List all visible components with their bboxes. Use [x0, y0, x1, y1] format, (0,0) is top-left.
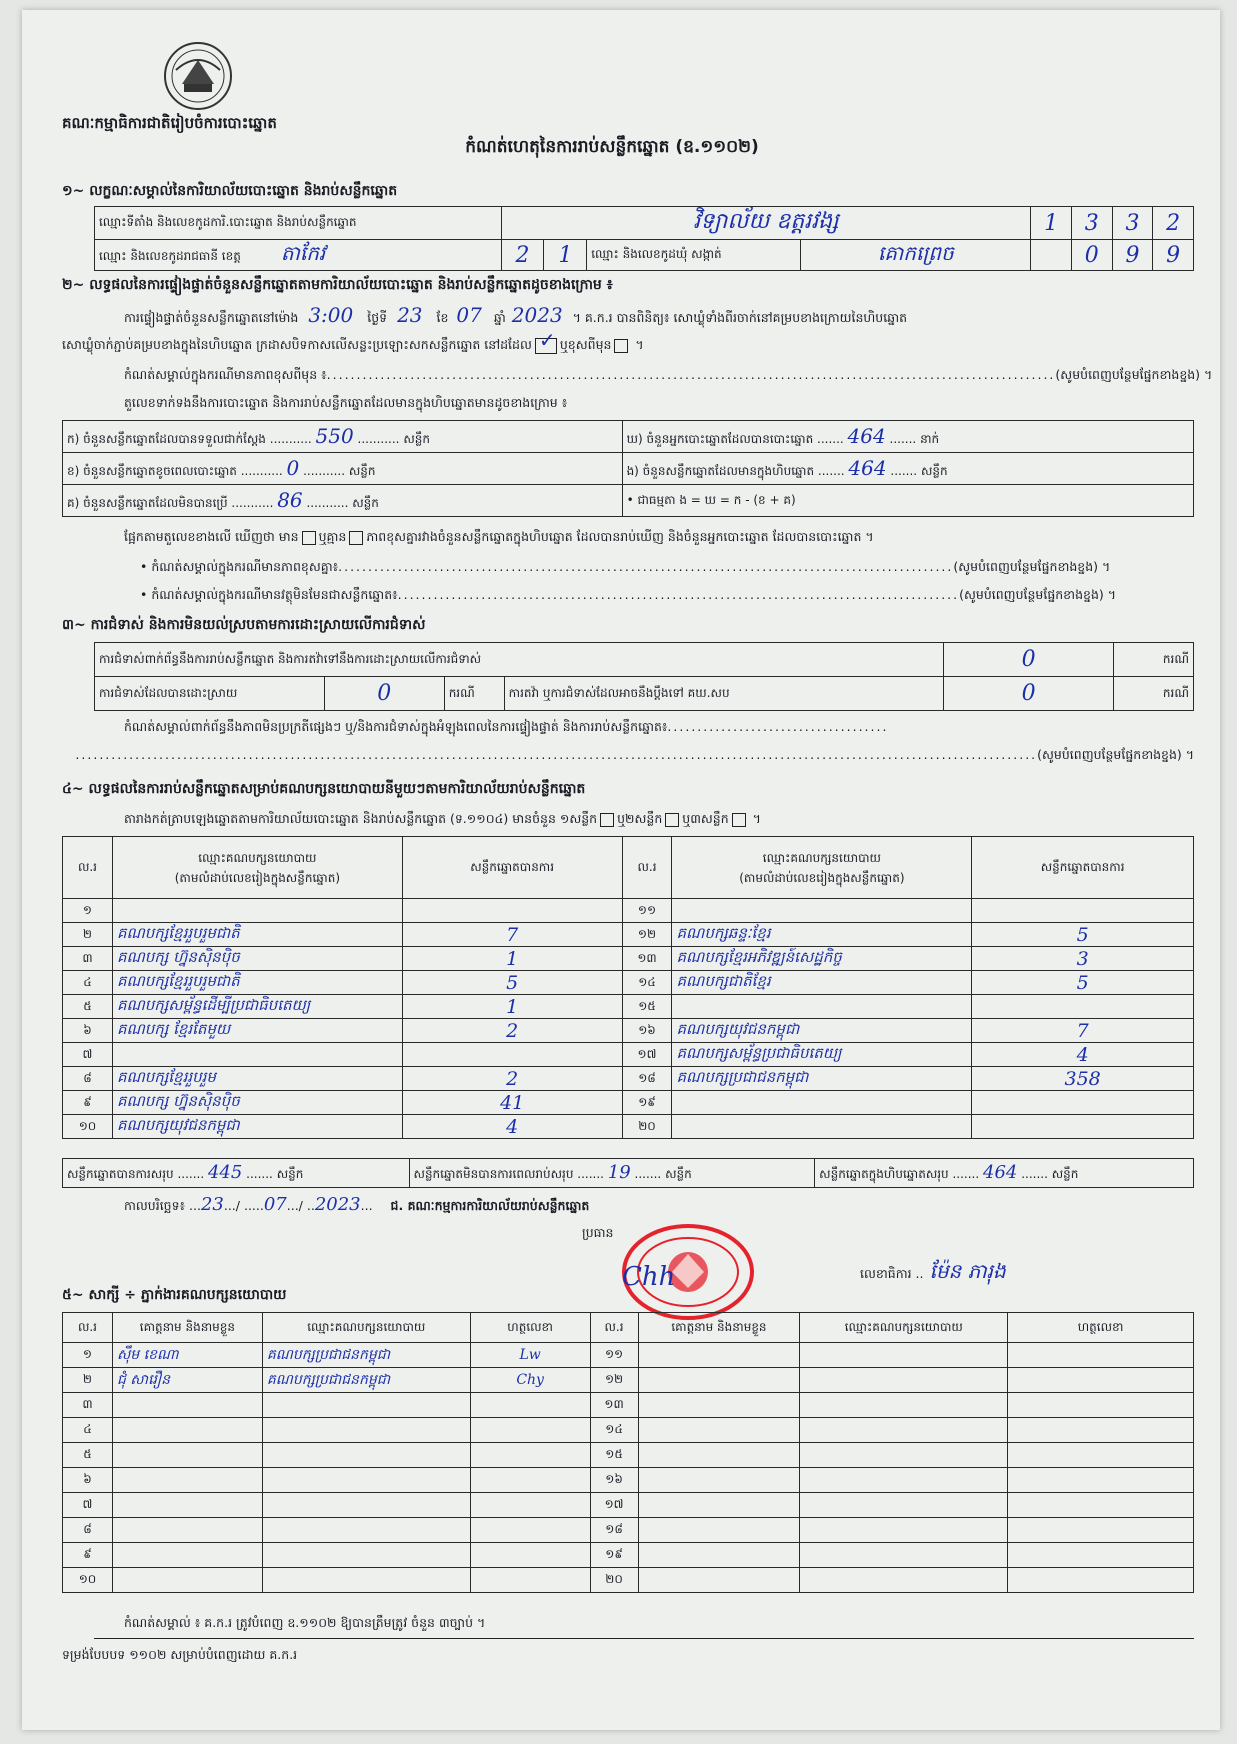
row-number: ៩ [63, 1091, 113, 1115]
row-number: ៦ [63, 1468, 113, 1493]
witness-party: គណបក្សប្រជាជនកម្ពុជា [262, 1368, 470, 1393]
witness-party [262, 1418, 470, 1443]
witness-name [638, 1368, 800, 1393]
party-name: គណបក្សប្រជាជនកម្ពុជា [672, 1067, 972, 1091]
table-row [63, 1343, 1194, 1368]
row-number: ៧ [63, 1043, 113, 1067]
witness-name [112, 1493, 262, 1518]
row-number: ១៦ [622, 1019, 672, 1043]
vote-count: 3 [972, 947, 1194, 971]
witness-name [112, 1468, 262, 1493]
footer-note: កំណត់សម្គាល់ ៖ គ.ក.រ ត្រូវបំពេញ ឧ.១១០២ ឱ្យបានត្រឹមត្រូវ ចំនួន ៣ច្បាប់ ។ [124, 1615, 486, 1630]
witness-party [800, 1543, 1008, 1568]
witness-party [262, 1493, 470, 1518]
vote-count: 358 [972, 1067, 1194, 1091]
s2-figures-intro: តួលេខទាក់ទងនឹងការបោះឆ្នោត និងការរាប់សន្លឹកឆ្នោតដែលមានក្នុងហិបឆ្នោតមានដូចខាងក្រោម ៖ [124, 395, 568, 410]
witness-signature [470, 1568, 590, 1593]
s1-heading: ១~ លក្ខណៈសម្គាល់នៃការិយាល័យបោះឆ្នោត និងរាប់សន្លឹកឆ្នោត [62, 183, 398, 199]
witness-signature [470, 1418, 590, 1443]
witness-signature [1008, 1468, 1194, 1493]
row-number: ២ [63, 923, 113, 947]
footer-form-id: ទម្រង់បែបបទ ១១០២ សម្រាប់បំពេញដោយ គ.ក.រ [62, 1647, 298, 1662]
vote-count [972, 1115, 1194, 1139]
vote-count: 2 [402, 1019, 622, 1043]
table-row [63, 1518, 1194, 1543]
vote-count: 7 [402, 923, 622, 947]
s1-site-code-digit: 1 [1031, 207, 1072, 240]
row-number: ១៥ [622, 995, 672, 1019]
box-total-value: 464 [983, 1162, 1018, 1183]
witness-party [800, 1393, 1008, 1418]
party-name: គណបក្សសម្ព័ន្ធប្រជាធិបតេយ្យ [672, 1043, 972, 1067]
table-row [63, 1393, 1194, 1418]
row-number: ២ [63, 1368, 113, 1393]
s2-seal-line: សោឃ្លុំចាក់ភ្ជាប់គម្របខាងក្នុងនៃហិបឆ្នោត ក្រដាសបិទកាសលើសន្លះប្រឡោះសកសន្លឹកឆ្នោត នៅដដែល✓ ឬខុសពីមុន ។ [62, 336, 644, 354]
s3-note: កំណត់សម្គាល់ពាក់ព័ន្ធនឹងភាពមិនប្រក្រតីផ្សេងៗ ឬ/និងការជំទាស់ក្នុងអំឡុងពេលនៃការផ្ទៀងផ្ទាត់ និងការរាប់សន្លឹកឆ្នោត៖..................................... [124, 719, 889, 734]
spoiled-ballots-value: 0 [286, 456, 300, 480]
s3-table: ការជំទាស់ពាក់ព័ន្ធនឹងការរាប់សន្លឹកឆ្នោត និងការតវ៉ាទៅនឹងការដោះស្រាយលើការជំទាស់ 0 ករណី ការជំទាស់ដែលបានដោះស្រាយ 0 ករណី ការតវ៉ា ឬការជំទាស់ដែលអាចនឹងប្ដឹងទៅ គឃ.សប 0 ករណី [94, 642, 1194, 711]
s3-appeal-value: 0 [944, 677, 1114, 711]
s3-resolved-label: ការជំទាស់ដែលបានដោះស្រាយ [95, 677, 325, 711]
witness-signature [1008, 1443, 1194, 1468]
party-name: គណបក្ស ខ្មែរតែមួយ [112, 1019, 402, 1043]
vote-count: 41 [402, 1091, 622, 1115]
party-name [672, 995, 972, 1019]
vote-count: 2 [402, 1067, 622, 1091]
witness-name [638, 1493, 800, 1518]
secretary-line: លេខាធិការ .. ម៉ែន ភារុង [860, 1259, 1006, 1283]
vote-count: 5 [972, 923, 1194, 947]
row-number: ១៣ [622, 947, 672, 971]
org-name: គណៈកម្មាធិការជាតិរៀបចំការបោះឆ្នោត [62, 114, 277, 132]
witness-signature [470, 1393, 590, 1418]
witness-signature: Lw [470, 1343, 590, 1368]
party-name [672, 1091, 972, 1115]
table-row [63, 1067, 1194, 1091]
vote-count: 5 [402, 971, 622, 995]
s2-check-line: ការផ្ទៀងផ្ទាត់ចំនួនសន្លឹកឆ្នោតនៅម៉ោង 3:00 ថ្ងៃទី 23 ខែ 07 ឆ្នាំ 2023 ។ គ.ក.រ បានពិនិត្យ៖ សោឃ្លុំទាំងពីរចាក់នៅគម្របខាងក្រោយនៃហិបឆ្នោត [124, 303, 908, 327]
party-name [112, 1043, 402, 1067]
witness-signature [470, 1518, 590, 1543]
s1-province-code-digit: 2 [501, 240, 544, 271]
s3-row1-label: ការជំទាស់ពាក់ព័ន្ធនឹងការរាប់សន្លឹកឆ្នោត និងការតវ៉ាទៅនឹងការដោះស្រាយលើការជំទាស់ [95, 643, 944, 677]
witness-party [262, 1543, 470, 1568]
witness-name [638, 1518, 800, 1543]
s2-time: 3:00 [308, 303, 354, 327]
witness-party [262, 1443, 470, 1468]
table-row [63, 1493, 1194, 1518]
s1-commune-value: គោកព្រេច [877, 241, 954, 265]
party-name: គណបក្សជាតិខ្មែរ [672, 971, 972, 995]
witness-signature [1008, 1518, 1194, 1543]
table-row [63, 1091, 1194, 1115]
row-number: ១ [63, 899, 113, 923]
witness-signature [1008, 1493, 1194, 1518]
one-sheet-checkbox[interactable] [600, 813, 614, 827]
witness-party [262, 1568, 470, 1593]
table-row [63, 1019, 1194, 1043]
party-votes-table: ល.រ ឈ្មោះគណបក្សនយោបាយ (តាមលំដាប់លេខរៀងក្នុងសន្លឹកឆ្នោត) សន្លឹកឆ្នោតបានការ ល.រ ឈ្មោះគណបក្សនយោបាយ (តាមលំដាប់លេខរៀងក្នុងសន្លឹកឆ្នោត) សន្លឹកឆ្នោតបានការ ១ ១១ ២ គណបក្សខ្មែររួបរួមជាតិ 7 ១២ គណបក្សឆន្ទៈខ្មែរ 5 ៣ គណបក្ស ហ្វ៊ុនស៊ិនប៉ិច 1 ១៣ គណបក្សខ្មែរអភិវឌ្ឍន៍សេដ្ឋកិច្ច 3 ៤ គណបក្សខ្មែររួបរួមជាតិ 5 ១៤ គណបក្សជាតិខ្មែរ 5 ៥ គណបក្សសម្ព័ន្ធដើម្បីប្រជាធិបតេយ្យ 1 ១៥ ៦ គណបក្ស ខ្មែរតែមួយ 2 ១៦ គណបក្សយុវជនកម្ពុជា 7 ៧ ១៧ គណបក្សសម្ព័ន្ធប្រជាធិបតេយ្យ 4 ៨ គណបក្សខ្មែររួបរួម 2 ១៨ គណបក្សប្រជាជនកម្ពុជា 358 ៩ គណបក្ស ហ្វ៊ុនស៊ិនប៉ិច 41 ១៩ ១០ គណបក្សយុវជនកម្ពុជា 4 ២០ [62, 836, 1194, 1139]
witness-name [638, 1393, 800, 1418]
row-number: ១៨ [590, 1518, 638, 1543]
row-number: ៨ [63, 1518, 113, 1543]
s5-heading: ៥~ សាក្សី ÷ ភ្នាក់ងារគណបក្សនយោបាយ [62, 1287, 287, 1303]
row-number: ១៧ [590, 1493, 638, 1518]
s1-site-code-digit: 3 [1071, 207, 1112, 240]
witness-name [638, 1443, 800, 1468]
s2-heading: ២~ លទ្ធផលនៃការផ្ទៀងផ្ទាត់ចំនួនសន្លឹកឆ្នោតតាមការិយាល័យបោះឆ្នោត និងរាប់សន្លឹកឆ្នោតដូចខាងក្រោម ៖ [62, 277, 613, 293]
vote-count [972, 1091, 1194, 1115]
witness-signature [1008, 1568, 1194, 1593]
s1-province-label: ឈ្មោះ និងលេខកូដរាជធានី ខេត្ត [99, 249, 241, 263]
s3-hint: .................................................................................................................................................................(សូមបំពេញបន្ថែមផ្នែកខាងខ្នង) ។ [75, 747, 1194, 762]
no-diff-checkbox[interactable] [349, 531, 363, 545]
s2-note-line: កំណត់សម្គាល់ក្នុងករណីមានភាពខុសពីមុន ៖..........................................................................................................................(សូមបំពេញបន្ថែមផ្នែកខាងខ្នង) ។ [124, 367, 1213, 382]
s2-year: 2023 [511, 303, 563, 327]
s1-site-code-digit: 3 [1112, 207, 1153, 240]
vote-count: 7 [972, 1019, 1194, 1043]
row-number: ១៤ [622, 971, 672, 995]
row-number: ៣ [63, 1393, 113, 1418]
vote-count: 1 [402, 995, 622, 1019]
witness-signature [470, 1493, 590, 1518]
row-number: ១៩ [590, 1543, 638, 1568]
s1-table [94, 206, 1194, 271]
witness-name [638, 1543, 800, 1568]
row-number: ៩ [63, 1543, 113, 1568]
row-number: ៧ [63, 1493, 113, 1518]
s2-diff-line: ផ្អែកតាមតួលេខខាងលើ ឃើញថា មាន ឬគ្មាន ភាពខុសគ្នារវាងចំនួនសន្លឹកឆ្នោតក្នុងហិបឆ្នោត ដែលបានរាប់ឃើញ និងចំនួនអ្នកបោះឆ្នោត ដែលបានបោះឆ្នោត ។ [124, 529, 874, 544]
s1-province-value: តាកែវ [280, 241, 326, 265]
row-number: ១០ [63, 1568, 113, 1593]
party-name [672, 899, 972, 923]
witness-signature [470, 1543, 590, 1568]
witness-table: ល.រ គោត្តនាម និងនាមខ្លួន ឈ្មោះគណបក្សនយោបាយ ហត្ថលេខា ល.រ គោត្តនាម និងនាមខ្លួន ឈ្មោះគណបក្សនយោបាយ ហត្ថលេខា ១ ស៊ឹម ខេណា គណបក្សប្រជាជនកម្ពុជា Lw ១១ ២ ជុំ សារឿន គណបក្សប្រជាជនកម្ពុជា Chy ១២ ៣ ១៣ ៤ ១៤ ៥ ១៥ ៦ ១៦ ៧ ១៧ ៨ ១៨ ៩ ១៩ ១០ ២០ [62, 1312, 1194, 1593]
footer-divider [94, 1638, 1194, 1639]
nec-emblem-icon [162, 40, 234, 112]
row-number: ១ [63, 1343, 113, 1368]
s1-commune-code-digit: 9 [1112, 240, 1153, 271]
table-row [63, 899, 1194, 923]
party-name: គណបក្សសម្ព័ន្ធដើម្បីប្រជាធិបតេយ្យ [112, 995, 402, 1019]
witness-signature: Chy [470, 1368, 590, 1393]
witness-signature [1008, 1543, 1194, 1568]
witness-signature [1008, 1393, 1194, 1418]
vote-count: 1 [402, 947, 622, 971]
s4-heading: ៤~ លទ្ធផលនៃការរាប់សន្លឹកឆ្នោតសម្រាប់គណបក្សនយោបាយនីមួយៗតាមការិយាល័យរាប់សន្លឹកឆ្នោត [62, 781, 586, 797]
row-number: ១០ [63, 1115, 113, 1139]
table-row [63, 923, 1194, 947]
party-name: គណបក្ស ហ្វ៊ុនស៊ិនប៉ិច [112, 1091, 402, 1115]
witness-name [112, 1568, 262, 1593]
row-number: ១៨ [622, 1067, 672, 1091]
witness-party [800, 1568, 1008, 1593]
s2-figures-table: ក) ចំនួនសន្លឹកឆ្នោតដែលបានទទួលជាក់ស្ដែង ........... 550 ........... សន្លឹក ឃ) ចំនួនអ្នកបោះឆ្នោតដែលបានបោះឆ្នោត ....... 464 ....... នាក់ ខ) ចំនួនសន្លឹកឆ្នោតខូចពេលបោះឆ្នោត ........... 0 ........... សន្លឹក ង) ចំនួនសន្លឹកឆ្នោតដែលមានក្នុងហិបឆ្នោត ....... 464 ....... សន្លឹក គ) ចំនួនសន្លឹកឆ្នោតដែលមិនបានប្រើ ........... 86 ........... សន្លឹក • ជាធម្មតា ង = ឃ = ក - (ខ + គ) [62, 420, 1194, 517]
vote-count [402, 899, 622, 923]
witness-name [638, 1468, 800, 1493]
witness-party [262, 1393, 470, 1418]
s1-commune-label: ឈ្មោះ និងលេខកូដឃុំ សង្កាត់ [587, 240, 801, 271]
row-number: ៥ [63, 995, 113, 1019]
party-name: គណបក្សខ្មែរអភិវឌ្ឍន៍សេដ្ឋកិច្ច [672, 947, 972, 971]
row-number: ១១ [590, 1343, 638, 1368]
voters-value: 464 [847, 424, 886, 448]
secretary-signature: ម៉ែន ភារុង [929, 1259, 1006, 1283]
s3-row1-value: 0 [944, 643, 1114, 677]
vote-count [402, 1043, 622, 1067]
witness-party [800, 1468, 1008, 1493]
witness-name [638, 1568, 800, 1593]
party-name: គណបក្សខ្មែររួបរួមជាតិ [112, 971, 402, 995]
row-number: ១៦ [590, 1468, 638, 1493]
row-number: ៣ [63, 947, 113, 971]
party-name: គណបក្សយុវជនកម្ពុជា [112, 1115, 402, 1139]
table-row [63, 1418, 1194, 1443]
table-row [63, 947, 1194, 971]
party-name: គណបក្សឆន្ទៈខ្មែរ [672, 923, 972, 947]
different-checkbox[interactable] [614, 339, 628, 353]
witness-name [112, 1418, 262, 1443]
row-number: ៥ [63, 1443, 113, 1468]
table-row [63, 1543, 1194, 1568]
row-number: ៨ [63, 1067, 113, 1091]
row-number: ១២ [590, 1368, 638, 1393]
table-row [63, 1443, 1194, 1468]
witness-party [262, 1468, 470, 1493]
chair-label: ប្រធាន [582, 1225, 614, 1240]
vote-totals-row: សន្លឹកឆ្នោតបានការសរុប ....... 445 ....... សន្លឹក សន្លឹកឆ្នោតមិនបានការពេលរាប់សរុប ....... 19 ....... សន្លឹក សន្លឹកឆ្នោតក្នុងហិបឆ្នោតសរុប ....... 464 ....... សន្លឹក [62, 1158, 1194, 1188]
witness-party [800, 1418, 1008, 1443]
s1-province-code-digit: 1 [544, 240, 587, 271]
unused-ballots-value: 86 [277, 488, 303, 512]
witness-name [638, 1343, 800, 1368]
vote-count: 4 [972, 1043, 1194, 1067]
witness-signature [1008, 1418, 1194, 1443]
s4-date-line: កាលបរិច្ឆេទ៖ ...23.../ .....07.../ ..2023... ជ. គណៈកម្មការការិយាល័យរាប់សន្លឹកឆ្នោត [124, 1194, 590, 1215]
party-name: គណបក្សខ្មែររួបរួម [112, 1067, 402, 1091]
vote-count [972, 995, 1194, 1019]
witness-name [112, 1393, 262, 1418]
has-diff-checkbox[interactable] [302, 531, 316, 545]
witness-name [112, 1443, 262, 1468]
form-title: កំណត់ហេតុនៃការរាប់សន្លឹកឆ្នោត (ឧ.១១០២) [465, 137, 759, 157]
table-row [63, 995, 1194, 1019]
witness-party [800, 1443, 1008, 1468]
vote-count [972, 899, 1194, 923]
s1-commune-code-digit: 9 [1153, 240, 1194, 271]
received-ballots-value: 550 [315, 424, 354, 448]
s1-commune-code-digit: 0 [1071, 240, 1112, 271]
s2-day: 23 [397, 303, 423, 327]
witness-party [262, 1518, 470, 1543]
formula-note: • ជាធម្មតា ង = ឃ = ក - (ខ + គ) [626, 492, 796, 507]
s2-bullet1: • កំណត់សម្គាល់ក្នុងករណីមានភាពខុសគ្នា៖.......................................................................................................(សូមបំពេញបន្ថែមផ្នែកខាងខ្នង) ។ [140, 559, 1111, 574]
same-checkbox[interactable] [535, 338, 557, 354]
witness-party [800, 1368, 1008, 1393]
s1-site-label: ឈ្មោះទីតាំង និងលេខកូដការិ.បោះឆ្នោត និងរាប់សន្លឹកឆ្នោត [95, 207, 502, 240]
table-row [63, 1115, 1194, 1139]
party-name [112, 899, 402, 923]
row-number: ២០ [590, 1568, 638, 1593]
row-number: ១២ [622, 923, 672, 947]
table-row [63, 1368, 1194, 1393]
witness-name [112, 1543, 262, 1568]
ballots-in-box-value: 464 [848, 456, 887, 480]
row-number: ២០ [622, 1115, 672, 1139]
party-name: គណបក្ស ហ្វ៊ុនស៊ិនប៉ិច [112, 947, 402, 971]
witness-party: គណបក្សប្រជាជនកម្ពុជា [262, 1343, 470, 1368]
row-number: ១៥ [590, 1443, 638, 1468]
row-number: ៦ [63, 1019, 113, 1043]
row-number: ១៧ [622, 1043, 672, 1067]
s1-site-value: វិទ្យាល័យ ឧត្តរវង្ស [693, 209, 839, 234]
party-name: គណបក្សខ្មែររួបរួមជាតិ [112, 923, 402, 947]
table-row [63, 1468, 1194, 1493]
vote-count: 4 [402, 1115, 622, 1139]
three-sheets-checkbox[interactable] [732, 813, 746, 827]
table-row [63, 971, 1194, 995]
witness-party [800, 1343, 1008, 1368]
row-number: ៤ [63, 971, 113, 995]
witness-name: ជុំ សារឿន [112, 1368, 262, 1393]
witness-name [112, 1518, 262, 1543]
witness-name: ស៊ឹម ខេណា [112, 1343, 262, 1368]
s2-bullet2: • កំណត់សម្គាល់ក្នុងករណីមានវត្ថុមិនមែនជាសន្លឹកឆ្នោត៖..............................................................................................(សូមបំពេញបន្ថែមផ្នែកខាងខ្នង) ។ [140, 587, 1116, 602]
s2-month: 07 [456, 303, 482, 327]
witness-name [638, 1418, 800, 1443]
row-number: ៤ [63, 1418, 113, 1443]
chair-signature: Chh [622, 1262, 676, 1292]
s1-site-code-digit: 2 [1153, 207, 1194, 240]
row-number: ១៤ [590, 1418, 638, 1443]
party-name [672, 1115, 972, 1139]
witness-signature [470, 1468, 590, 1493]
row-number: ១៣ [590, 1393, 638, 1418]
s3-appeal-label: ការតវ៉ា ឬការជំទាស់ដែលអាចនឹងប្ដឹងទៅ គឃ.សប [504, 677, 944, 711]
witness-signature [470, 1443, 590, 1468]
s3-heading: ៣~ ការជំទាស់ និងការមិនយល់ស្របតាមការដោះស្រាយលើការជំទាស់ [62, 617, 426, 633]
witness-signature [1008, 1343, 1194, 1368]
row-number: ១៩ [622, 1091, 672, 1115]
invalid-total-value: 19 [607, 1162, 631, 1183]
s4-intro: តារាងកត់ត្រាបឡេងឆ្នោតតាមការិយាល័យបោះឆ្នោត និងរាប់សន្លឹកឆ្នោត (ទ.១១០៤) មានចំនួន ១សន្លឹក ឬ២សន្លឹក ឬ៣សន្លឹក ។ [124, 811, 761, 826]
witness-party [800, 1493, 1008, 1518]
s3-resolved-value: 0 [324, 677, 444, 711]
two-sheets-checkbox[interactable] [665, 813, 679, 827]
witness-signature [1008, 1368, 1194, 1393]
row-number: ១១ [622, 899, 672, 923]
table-row [63, 1043, 1194, 1067]
vote-count: 5 [972, 971, 1194, 995]
table-row [63, 1568, 1194, 1593]
witness-party [800, 1518, 1008, 1543]
ballot-count-form [22, 10, 1220, 1730]
valid-total-value: 445 [207, 1162, 243, 1183]
party-name: គណបក្សយុវជនកម្ពុជា [672, 1019, 972, 1043]
